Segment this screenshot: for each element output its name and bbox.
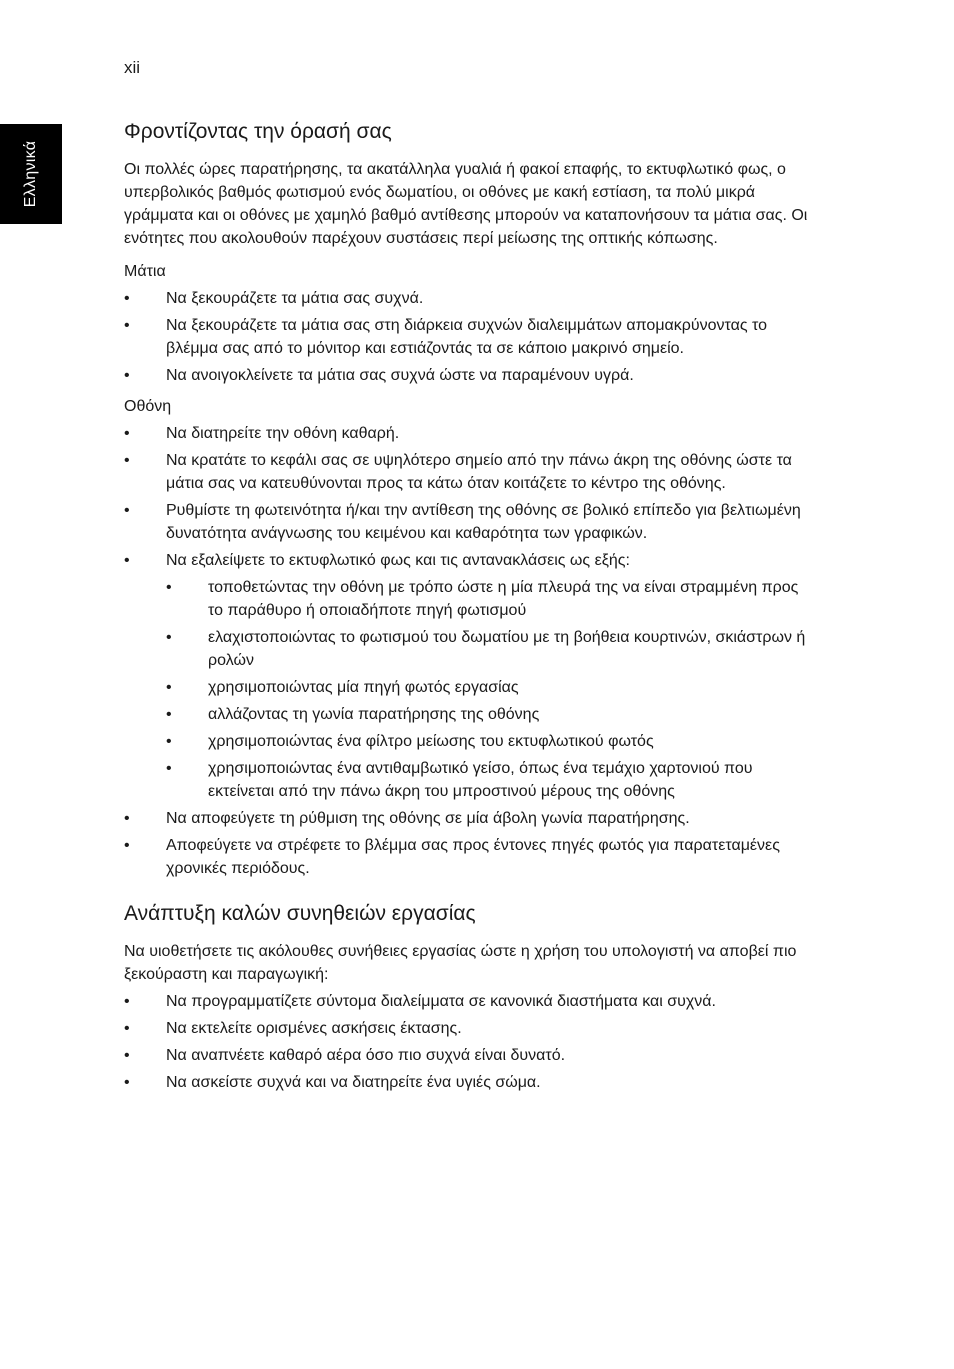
work-habits-list xyxy=(124,990,814,1094)
list-item: • Να ξεκουράζετε τα μάτια σας στη διάρκεια συχνών διαλειμμάτων απομακρύνοντας το βλέμμα σας από το μόνιτορ και εστιάζοντάς τα σε κάποιο μακρινό σημείο. xyxy=(124,314,814,360)
sublist-item: • χρησιμοποιώντας ένα αντιθαμβωτικό γείσο, όπως ένα τεμάχιο χαρτονιού που εκτείνεται από την πάνω άκρη του μπροστινού μέρους της οθόνης xyxy=(166,757,814,803)
list-item: • Να διατηρείτε την οθόνη καθαρή. xyxy=(124,422,814,445)
sublist-item: • χρησιμοποιώντας μία πηγή φωτός εργασίας xyxy=(166,676,814,699)
section-title-work-habits: Ανάπτυξη καλών συνηθειών εργασίας xyxy=(124,902,476,925)
sublist-item: • χρησιμοποιώντας ένα φίλτρο μείωσης του εκτυφλωτικού φωτός xyxy=(166,730,814,753)
list-item: • Αποφεύγετε να στρέφετε το βλέμμα σας προς έντονες πηγές φωτός για παρατεταμένες χρονικές περιόδους. xyxy=(124,834,814,880)
section-intro-work-habits: Να υιοθετήσετε τις ακόλουθες συνήθειες εργασίας ώστε η χρήση του υπολογιστή να αποβεί πιο ξεκούραστη και παραγωγική: xyxy=(124,943,797,983)
sublist-item: • αλλάζοντας τη γωνία παρατήρησης της οθόνης xyxy=(166,703,814,726)
list-item: • Να εκτελείτε ορισμένες ασκήσεις έκτασης. xyxy=(124,1017,814,1040)
list-item: • Να αναπνέετε καθαρό αέρα όσο πιο συχνά είναι δυνατό. xyxy=(124,1044,814,1067)
language-tab-label: Ελληνικά xyxy=(22,140,39,208)
list-item: • Να ανοιγοκλείνετε τα μάτια σας συχνά ώστε να παραμένουν υγρά. xyxy=(124,364,814,387)
section-intro-eyesight: Οι πολλές ώρες παρατήρησης, τα ακατάλληλα γυαλιά ή φακοί επαφής, το εκτυφλωτικό φως, ο υπερβολικός βαθμός φωτισμού ενός δωματίου, οι οθόνες με κακή εστίαση, τα πολύ μικρά γράμματα και οι οθόνες με χαμηλό βαθμό αντίθεσης μπορούν να καταπονήσουν τα μάτια σας. Οι ενότητες που ακολουθούν παρέχουν συστάσεις περί μείωσης της οπτικής κόπωσης. xyxy=(124,161,808,247)
sublist-item: • ελαχιστοποιώντας το φωτισμού του δωματίου με τη βοήθεια κουρτινών, σκιάστρων ή ρολών xyxy=(166,626,814,672)
glare-sublist xyxy=(166,576,814,803)
eyes-list xyxy=(124,287,814,387)
screen-list xyxy=(124,422,814,880)
list-item: • Να ξεκουράζετε τα μάτια σας συχνά. xyxy=(124,287,814,310)
list-item-text: Να εξαλείψετε το εκτυφλωτικό φως και τις αντανακλάσεις ως εξής: xyxy=(166,552,630,569)
list-item: • Να αποφεύγετε τη ρύθμιση της οθόνης σε μία άβολη γωνία παρατήρησης. xyxy=(124,807,814,830)
list-item: • Ρυθμίστε τη φωτεινότητα ή/και την αντίθεση της οθόνης σε βολικό επίπεδο για βελτιωμένη δυνατότητα ανάγνωσης του κειμένου και καθαρότητα των γραφικών. xyxy=(124,499,814,545)
sublist-item: • τοποθετώντας την οθόνη με τρόπο ώστε η μία πλευρά της να είναι στραμμένη προς το παράθυρο ή οποιαδήποτε πηγή φωτισμού xyxy=(166,576,814,622)
list-item: • Να προγραμματίζετε σύντομα διαλείμματα σε κανονικά διαστήματα και συχνά. xyxy=(124,990,814,1013)
list-item-glare xyxy=(124,549,814,803)
list-item: • Να ασκείστε συχνά και να διατηρείτε ένα υγιές σώμα. xyxy=(124,1071,814,1094)
page-number: xii xyxy=(124,58,141,77)
subheading-screen: Οθόνη xyxy=(124,398,172,415)
language-tab xyxy=(0,124,62,224)
page-content xyxy=(124,118,814,1094)
subheading-eyes: Μάτια xyxy=(124,263,166,280)
list-item: • Να κρατάτε το κεφάλι σας σε υψηλότερο σημείο από την πάνω άκρη της οθόνης ώστε τα μάτια σας να κατευθύνονται προς τα κάτω όταν κοιτάζετε το κέντρο της οθόνης. xyxy=(124,449,814,495)
section-title-eyesight: Φροντίζοντας την όρασή σας xyxy=(124,120,392,143)
